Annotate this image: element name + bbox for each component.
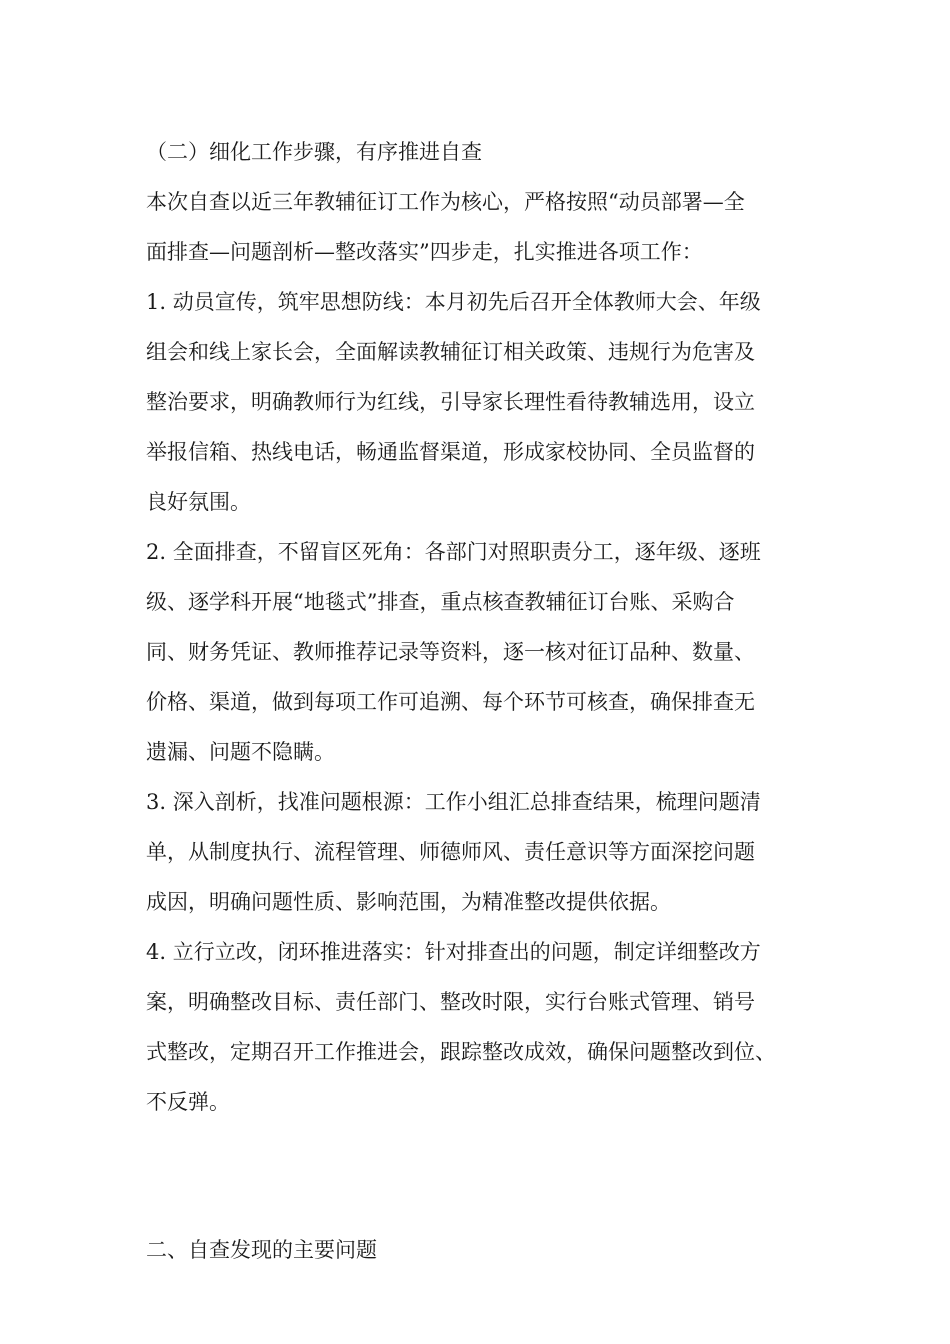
- step-3-line: 单，从制度执行、流程管理、师德师风、责任意识等方面深挖问题: [146, 840, 755, 864]
- step-1-line: 举报信箱、热线电话，畅通监督渠道，形成家校协同、全员监督的: [146, 440, 755, 464]
- step-3-line: 成因，明确问题性质、影响范围，为精准整改提供依据。: [146, 890, 671, 914]
- step-1-line: 良好氛围。: [146, 490, 251, 514]
- intro-line: 本次自查以近三年教辅征订工作为核心，严格按照“动员部署—全: [146, 190, 745, 214]
- step-4-line: 式整改，定期召开工作推进会，跟踪整改成效，确保问题整改到位、: [146, 1040, 776, 1064]
- next-section-heading: 二、自查发现的主要问题: [146, 1238, 377, 1262]
- step-4-line: 案，明确整改目标、责任部门、整改时限，实行台账式管理、销号: [146, 990, 755, 1014]
- section-spacer: [146, 1127, 836, 1225]
- step-4-line: 不反弹。: [146, 1090, 230, 1114]
- step-3-line: 3. 深入剖析，找准问题根源：工作小组汇总排查结果，梳理问题清: [146, 790, 761, 814]
- step-1-line: 整治要求，明确教师行为红线，引导家长理性看待教辅选用，设立: [146, 390, 755, 414]
- step-1-line: 1. 动员宣传，筑牢思想防线：本月初先后召开全体教师大会、年级: [146, 290, 761, 314]
- step-2-line: 同、财务凭证、教师推荐记录等资料，逐一核对征订品种、数量、: [146, 640, 755, 664]
- step-2-line: 级、逐学科开展“地毯式”排查，重点核查教辅征订台账、采购合: [146, 590, 735, 614]
- intro-line: 面排查—问题剖析—整改落实”四步走，扎实推进各项工作：: [146, 240, 703, 264]
- step-4-line: 4. 立行立改，闭环推进落实：针对排查出的问题，制定详细整改方: [146, 940, 761, 964]
- section-heading: （二）细化工作步骤，有序推进自查: [146, 140, 482, 164]
- document-body: [146, 127, 836, 1275]
- step-1-line: 组会和线上家长会，全面解读教辅征订相关政策、违规行为危害及: [146, 340, 755, 364]
- step-2-line: 遗漏、问题不隐瞒。: [146, 740, 335, 764]
- step-2-line: 2. 全面排查，不留盲区死角：各部门对照职责分工，逐年级、逐班: [146, 540, 761, 564]
- step-2-line: 价格、渠道，做到每项工作可追溯、每个环节可核查，确保排查无: [146, 690, 755, 714]
